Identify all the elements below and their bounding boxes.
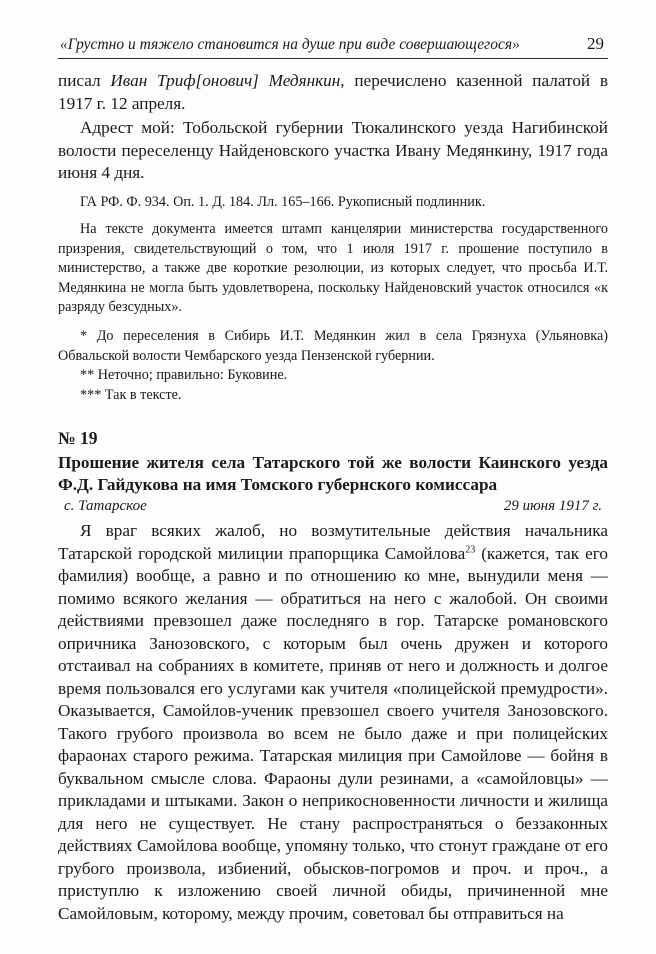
page-header xyxy=(58,34,608,59)
footnote-ref-23: 23 xyxy=(465,544,476,556)
signature-name: Иван Триф[онович] Медянкин xyxy=(110,71,341,90)
prev-doc-address: Адрест мой: Тобольской губернии Тюкалинского уезда Нагибинской волости переселенцу Найденовского участка Ивану Медянкину, 1917 года июня 4 дня. xyxy=(58,118,608,182)
document-text: Я враг всяких жалоб, но возмутительные действия начальника Татарской городской милиции прапорщика Самойлова$^{23}$ (кажется, так его фамилия) вообще, а равно и по отношению ко мне, вынудили меня — помимо всякого желания — обратиться на него с жалобой. Он своими действиями превзошел даже последняго в гор. Татарске романовского опричника Занозовского, с которым был очень дружен и которого отстаивал на собраниях в комитете, приняв от него и должность и долгое время пользовался его услугами как учителя «полицейской премудрости». Оказывается, Самойлов-ученик превзошел своего учителя Занозовского. Такого грубого произвола во всем не было даже и при полицейских фараонах старого режима. Татарская милиция при Самойлове — бойня в буквальном смысле слова. Фараоны дули резинами, а «самойловцы» — прикладами и штыками. Закон о неприкосновенности личности и жилища для него не существует. Не стану распространяться о беззаконных действиях Самойлова вообще, упомяну только, что стонут граждане от его грубого произвола, избиений, обысков-погромов и проч. и проч., а приступлю к изложению своей личной обиды, причиненной мне Самойловым, которому, между прочим, советовал бы отправиться на xyxy=(58,521,608,923)
document-title: Прошение жителя села Татарского той же волости Каинского уезда Ф.Д. Гайдукова на имя Томского губернского комиссара xyxy=(58,453,608,495)
running-head: «Грустно и тяжело становится на душе при виде совершающегося» xyxy=(60,36,520,53)
footnote-2: ** Неточно; правильно: Буковине. xyxy=(80,367,288,384)
editor-note: На тексте документа имеется штамп канцелярии министерства государственного призрения, свидетельствующий о том, что 1 июля 1917 г. прошение поступило в министерство, а также две короткие резолюции, из которых следует, что просьба И.Т. Медянкина не могла быть удовлетворена, поскольку Найденовский участок относился «к разряду безсудных». xyxy=(58,221,608,316)
document-place: с. Татарское xyxy=(64,498,147,515)
prev-doc-closing: писал Иван Триф[онович] Медянкин, перечислено казенной палатой в 1917 г. 12 апреля. xyxy=(58,71,609,113)
page-body xyxy=(58,70,608,925)
archive-reference: ГА РФ. Ф. 934. Оп. 1. Д. 184. Лл. 165–166. Рукописный подлинник. xyxy=(80,193,486,210)
footnote-3: *** Так в тексте. xyxy=(80,386,182,403)
document-date: 29 июня 1917 г. xyxy=(503,498,602,515)
footnote-1: * До переселения в Сибирь И.Т. Медянкин жил в села Грязнуха (Ульяновка) Обвальской волости Чембарского уезда Пензенской губернии. xyxy=(58,328,608,364)
place-date-line xyxy=(58,496,608,516)
page-number: 29 xyxy=(587,34,604,53)
document-number: № 19 xyxy=(58,428,98,449)
